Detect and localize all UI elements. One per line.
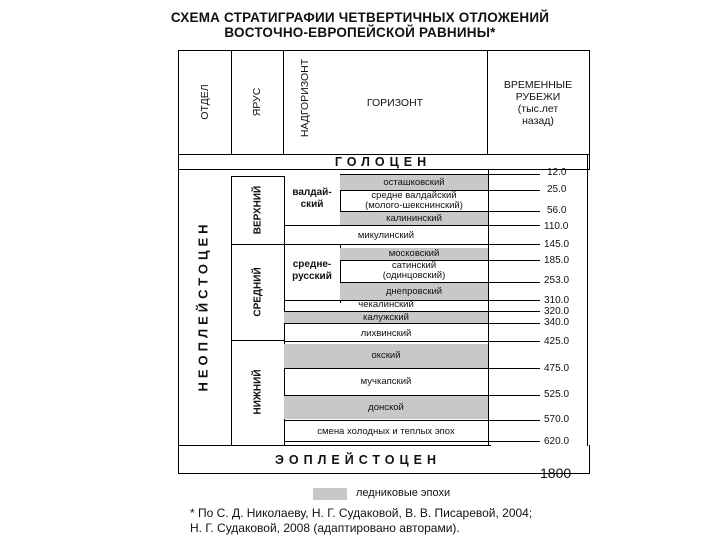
boundary-label: 253.0 <box>544 275 570 286</box>
horizon-donsk: донской <box>284 396 488 419</box>
legend-swatch <box>313 488 347 500</box>
horizon-moskov: московский <box>340 248 488 260</box>
boundary-label: 310.0 <box>544 295 570 306</box>
boundary-label: 12.0 <box>547 167 567 178</box>
horizon-muchkap: мучкапский <box>360 376 412 387</box>
horizon-oksk: окский <box>284 344 488 368</box>
horizon-kaluzh: калужский <box>284 312 488 323</box>
horizon-mikulin: микулинский <box>357 230 415 241</box>
boundary-label: 320.0 <box>544 306 570 317</box>
footnote-line-2: Н. Г. Судаковой, 2008 (адаптировано авторами). <box>190 521 460 535</box>
stage-upper: ВЕРХНИЙ <box>252 185 264 235</box>
eopleistocene-label: ЭОПЛЕЙСТОЦЕН <box>275 453 441 467</box>
stage-middle: СРЕДНИЙ <box>252 267 264 317</box>
header-gorizont: ГОРИЗОНТ <box>366 97 424 109</box>
superhorizon-srednerus-label: средне- русский <box>292 259 332 282</box>
horizon-dnepr: днепровский <box>340 283 488 300</box>
header-otdel: ОТДЕЛ <box>199 84 211 120</box>
boundary-label: 620.0 <box>544 436 570 447</box>
horizon-kalinin: калининский <box>340 212 488 225</box>
holocene-label: ГОЛОЦЕН <box>334 155 432 169</box>
header-time: ВРЕМЕННЫЕ РУБЕЖИ (тыс.лет назад) <box>503 79 573 127</box>
horizon-smena: смена холодных и теплых эпох <box>317 426 455 437</box>
horizon-ostashkov: осташковский <box>340 175 488 190</box>
header-nadgorizont: НАДГОРИЗОНТ <box>299 58 311 138</box>
boundary-label: 340.0 <box>544 317 570 328</box>
title-line-1: СХЕМА СТРАТИГРАФИИ ЧЕТВЕРТИЧНЫХ ОТЛОЖЕНИЙ <box>170 10 550 25</box>
base-boundary-label: 1800 <box>540 465 572 481</box>
boundary-label: 25.0 <box>547 184 567 195</box>
header-yarus: ЯРУС <box>251 87 263 117</box>
boundary-label: 475.0 <box>544 363 570 374</box>
superhorizon-valdai-label: валдай- ский <box>292 187 332 210</box>
boundary-label: 145.0 <box>544 239 570 250</box>
boundary-label: 525.0 <box>544 389 570 400</box>
boundary-label: 425.0 <box>544 336 570 347</box>
horizon-srednevaldai: средне валдайский (молого-шекснинский) <box>365 190 463 211</box>
boundary-label: 185.0 <box>544 255 570 266</box>
boundary-label: 110.0 <box>544 221 569 232</box>
footnote-line-1: * По С. Д. Николаеву, Н. Г. Судаковой, В. В. Писаревой, 2004; <box>190 506 533 520</box>
boundary-label: 56.0 <box>547 205 567 216</box>
boundary-label: 570.0 <box>544 414 570 425</box>
horizon-chekalin: чекалинский <box>358 299 414 310</box>
legend-label: ледниковые эпохи <box>356 487 451 499</box>
horizon-satin: сатинский (одинцовский) <box>382 260 446 281</box>
neopleistocene-label: НЕОПЛЕЙСТОЦЕН <box>195 220 211 392</box>
stage-lower: НИЖНИЙ <box>252 369 264 415</box>
title-line-2: ВОСТОЧНО-ЕВРОПЕЙСКОЙ РАВНИНЫ* <box>224 25 496 40</box>
horizon-lihvin: лихвинский <box>360 327 412 339</box>
